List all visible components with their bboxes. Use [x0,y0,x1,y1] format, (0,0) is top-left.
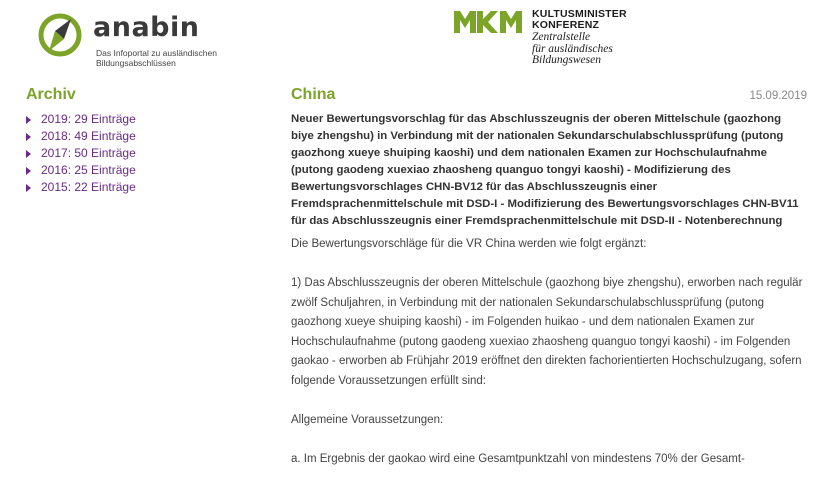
kmk-mark-icon [454,11,522,33]
triangle-right-icon [26,184,31,192]
archive-item-2018[interactable] [26,128,246,145]
article-point-1: 1) Das Abschlusszeugnis der oberen Mittelschule (gaozhong biye zhengshu), erworben nach regulär zwölf Schuljahren, in Verbindung mit der nationalen Sekundarschulabschlussprüfung (putong gaozhong xueye shuiping kaoshi) - im Folgenden huikao - und dem nationalen Examen zur Hochschulaufnahme (putong gaodeng xuexiao zhaosheng quanguo tongyi kaoshi) - im Folgenden gaokao - erworben ab Frühjahr 2019 eröffnet den direkten fachorientierten Hochschulzugang, sofern folgende Voraussetzungen erfüllt sind: [291,277,803,387]
article-intro: Die Bewertungsvorschläge für die VR China werden wie folgt ergänzt: [291,238,647,250]
archive-item-label[interactable]: 2016: 25 Einträge [41,163,136,177]
article [291,86,807,489]
article-point-a: a. Im Ergebnis der gaokao wird eine Gesamtpunktzahl von mindestens 70% der Gesamt- [291,452,745,465]
article-date: 15.09.2019 [749,90,807,102]
kmk-title: KULTUSMINISTER KONFERENZ [532,8,627,31]
archive-item-2019[interactable] [26,111,246,128]
article-header [291,86,807,104]
article-headline: Neuer Bewertungsvorschlag für das Abschlusszeugnis der oberen Mittelschule (gaozhong biye zhengshu) in Verbindung mit der nationalen Sekundarschulabschlussprüfung (putong gaozhong xueye shuiping kaoshi) und dem nationalen Examen zur Hochschulaufnahme (putong gaodeng xuexiao zhaosheng quanguo tongyi kaoshi) - Modifizierung des Bewertungsvorschlages CHN-BV12 für das Abschlusszeugnis einer Fremdsprachenmittelschule mit DSD-I - Modifizierung des Bewertungsvorschlages CHN-BV11 für das Abschlusszeugnis einer Fremdsprachenmittelschule mit DSD-II - Notenberechnung [291,113,799,227]
triangle-right-icon [26,116,31,124]
kmk-logo[interactable] [454,8,684,73]
article-body [291,235,807,469]
archive-sidebar [26,86,246,196]
archive-item-2015[interactable] [26,179,246,196]
article-country: China [291,86,336,103]
anabin-wordmark: anabin [93,12,200,43]
archive-item-label[interactable]: 2018: 49 Einträge [41,129,136,143]
kmk-subtitle: Zentralstelle für ausländisches Bildungswesen [532,31,613,66]
compass-icon [35,10,85,60]
archive-title: Archiv [26,86,76,103]
archive-item-label[interactable]: 2015: 22 Einträge [41,180,136,194]
triangle-right-icon [26,150,31,158]
archive-item-label[interactable]: 2019: 29 Einträge [41,112,136,126]
anabin-tagline: Das Infoportal zu ausländischen Bildungsabschlüssen [96,48,217,68]
triangle-right-icon [26,133,31,141]
archive-item-2016[interactable] [26,162,246,179]
anabin-logo[interactable] [35,8,235,70]
archive-item-2017[interactable] [26,145,246,162]
article-general-heading: Allgemeine Voraussetzungen: [291,413,444,426]
triangle-right-icon [26,167,31,175]
archive-list [26,111,246,196]
archive-item-label[interactable]: 2017: 50 Einträge [41,146,136,160]
